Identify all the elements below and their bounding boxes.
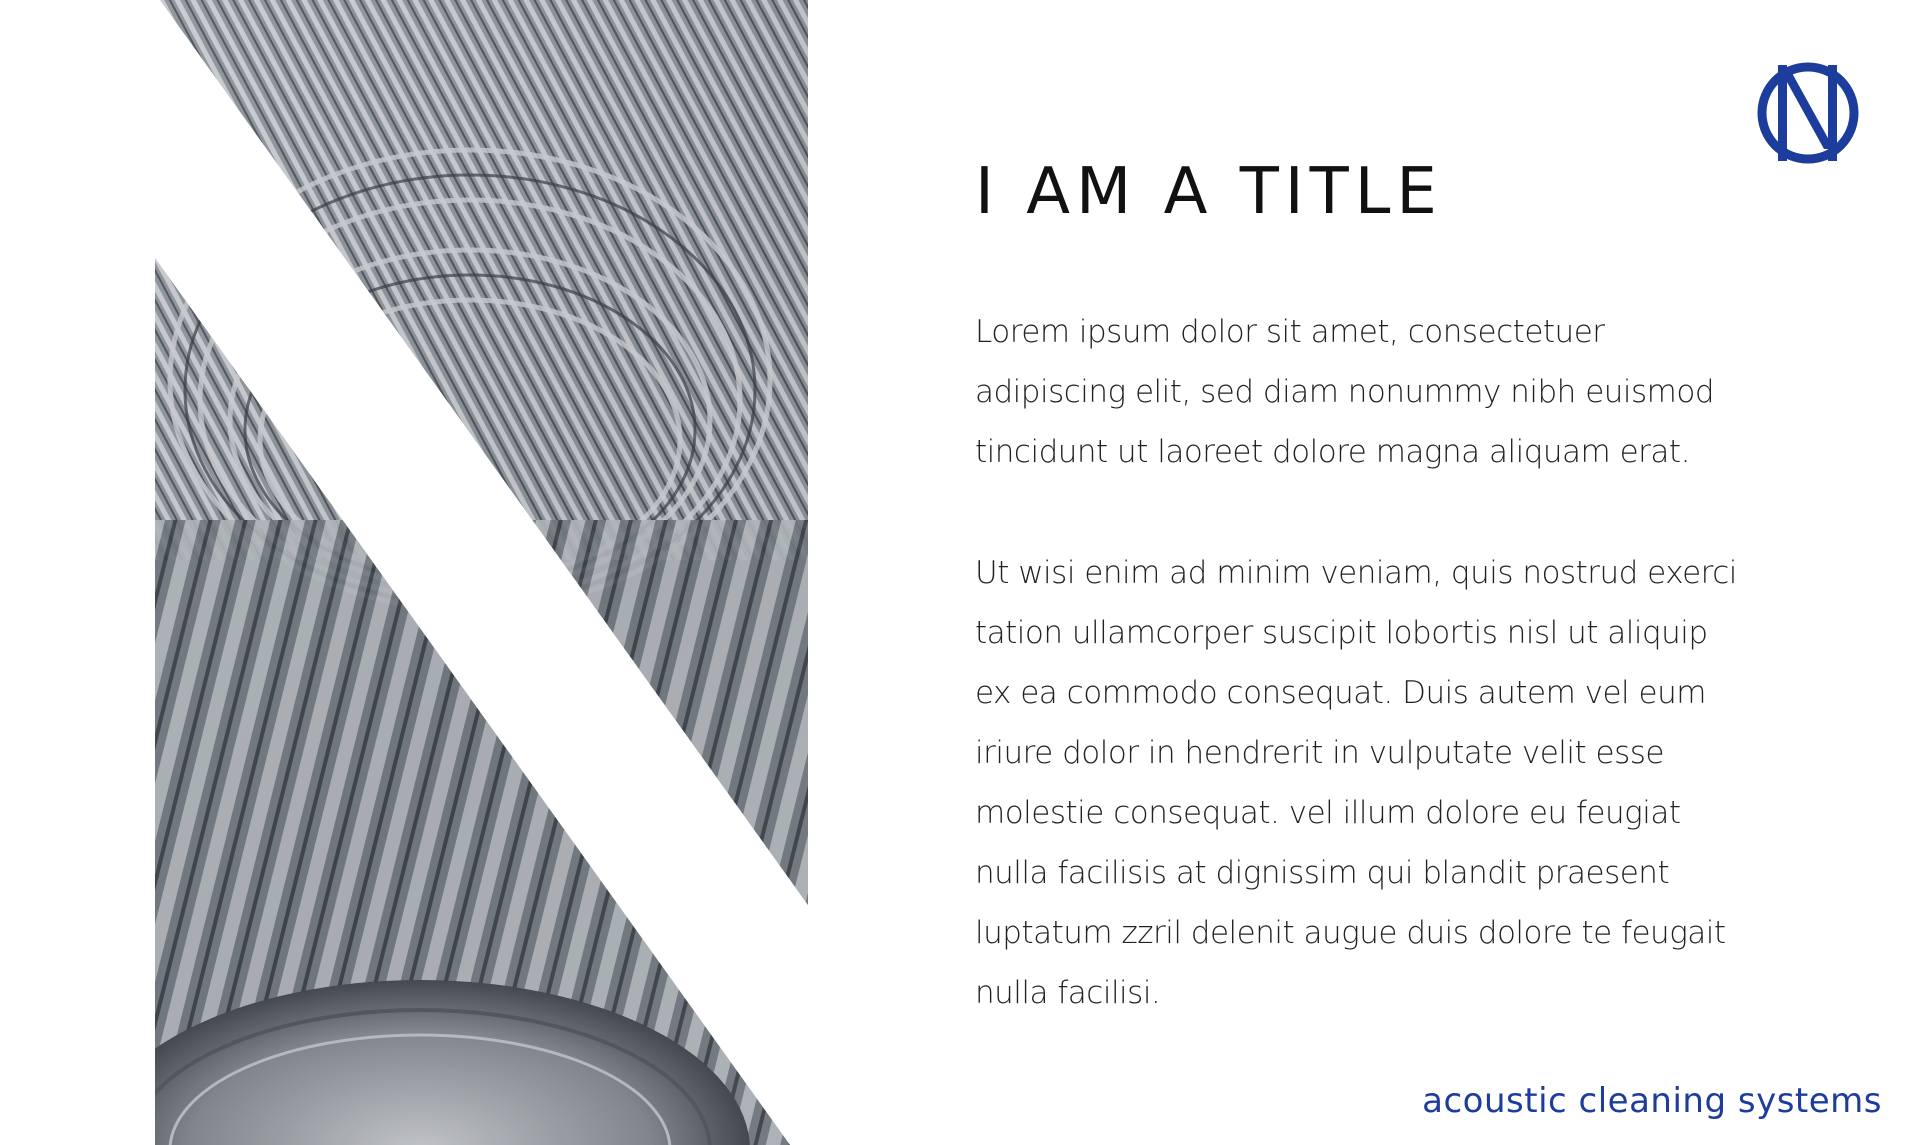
body-line: nulla facilisis at dignissim qui blandit praesent	[975, 855, 1670, 891]
turbine-image	[0, 0, 820, 1145]
body-line: ex ea commodo consequat. Duis autem vel eum	[975, 675, 1706, 711]
body-paragraph-1	[975, 302, 1835, 482]
body-paragraph-2	[975, 543, 1835, 1023]
body-line: iriure dolor in hendrerit in vulputate velit esse	[975, 735, 1664, 771]
body-line: Lorem ipsum dolor sit amet, consectetuer	[975, 314, 1605, 350]
body-line: Ut wisi enim ad minim veniam, quis nostrud exerci	[975, 555, 1737, 591]
circle-n-logo-icon	[1752, 57, 1864, 169]
body-line: nulla facilisi.	[975, 975, 1161, 1011]
brand-tagline: acoustic cleaning systems	[1422, 1081, 1882, 1121]
body-line: luptatum zzril delenit augue duis dolore te feugait	[975, 915, 1726, 951]
body-line: molestie consequat. vel illum dolore eu feugiat	[975, 795, 1681, 831]
slide-title: I AM A TITLE	[975, 155, 1443, 229]
body-line: adipiscing elit, sed diam nonummy nibh euismod	[975, 374, 1715, 410]
body-line: tation ullamcorper suscipit lobortis nisl ut aliquip	[975, 615, 1708, 651]
body-line: tincidunt ut laoreet dolore magna aliquam erat.	[975, 434, 1690, 470]
